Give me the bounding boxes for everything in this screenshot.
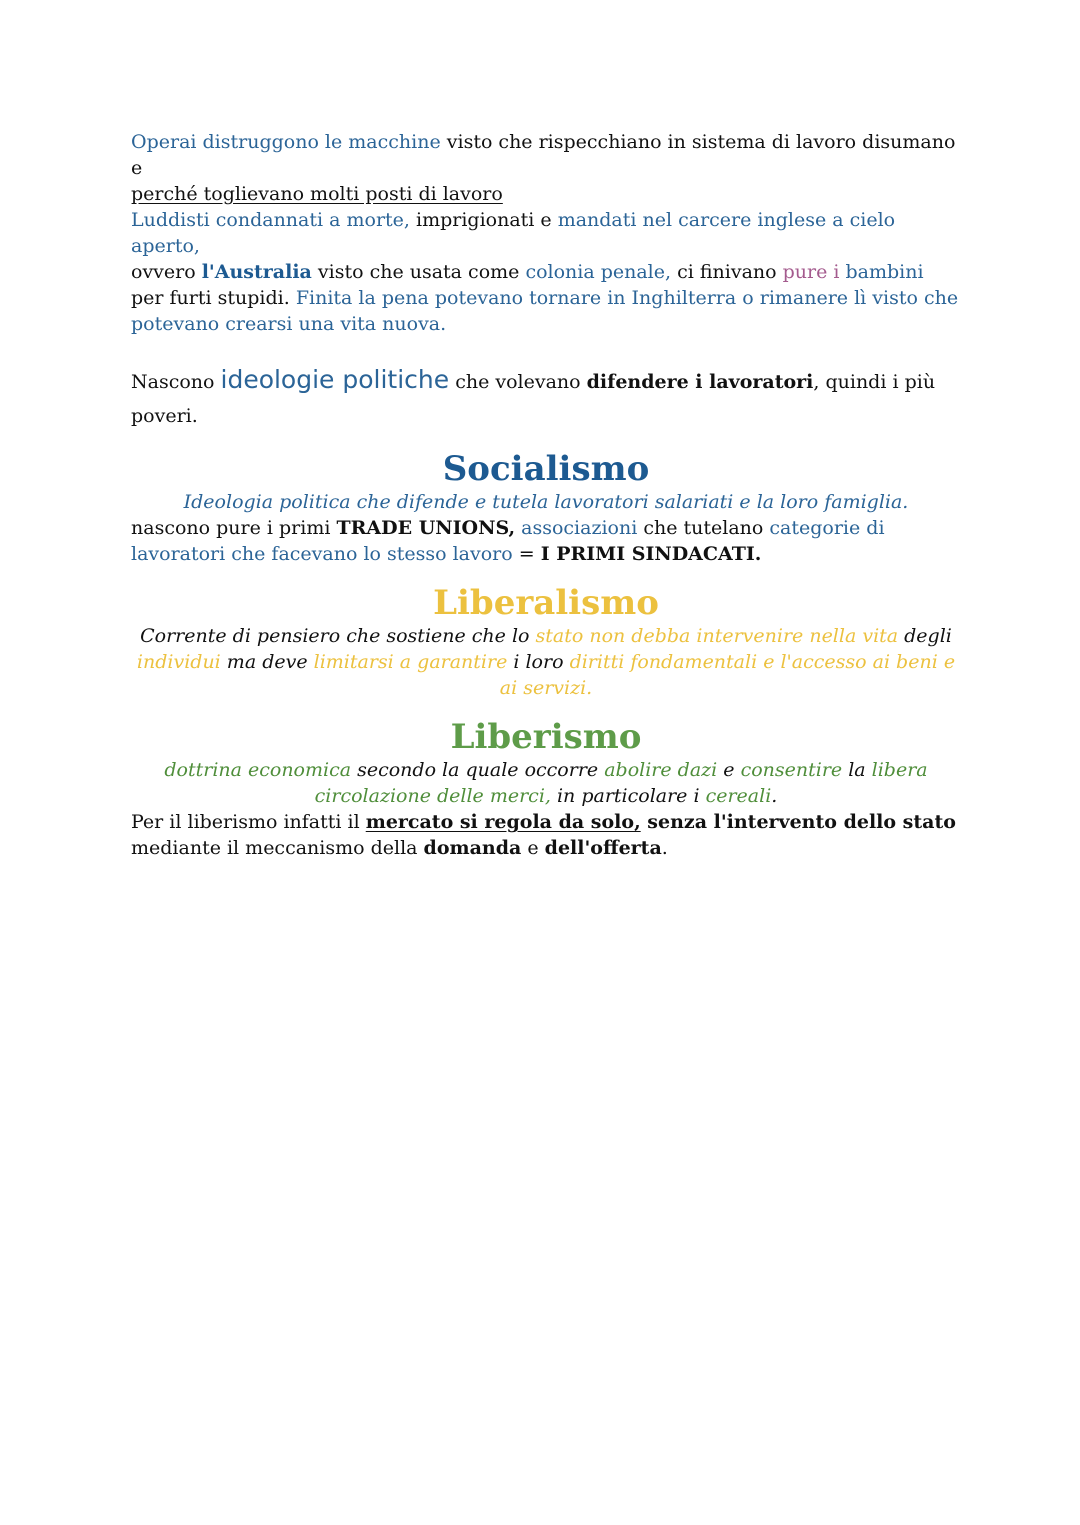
text-pink: pure i [782, 261, 840, 283]
text-bold-blue: l'Australia [201, 261, 312, 283]
text: secondo la quale occorre [351, 759, 605, 781]
text-bold: TRADE UNIONS, [336, 517, 516, 539]
text-bold: dell'offerta [544, 837, 662, 859]
text: che volevano [449, 371, 587, 393]
text-blue: Operai distruggono le macchine [131, 131, 441, 153]
text-yellow: limitarsi a garantire [313, 651, 508, 673]
paragraph-operai [131, 129, 961, 207]
text-bold: I PRIMI SINDACATI. [540, 543, 762, 565]
paragraph-luddisti [131, 207, 961, 337]
text-green: dottrina economica [164, 759, 352, 781]
text: visto che rispecchiano in sistema di lavoro disumano e [131, 131, 956, 179]
text: i loro [507, 651, 570, 673]
text: la [842, 759, 872, 781]
text-blue: associazioni [515, 517, 638, 539]
spacer [131, 337, 961, 363]
text-yellow: stato non debba intervenire nella vita [535, 625, 899, 647]
text-blue: colonia penale, [525, 261, 672, 283]
text-green: libera circolazione delle merci, [314, 759, 928, 807]
text-green: consentire [740, 759, 843, 781]
text: mediante il meccanismo della [131, 837, 424, 859]
text: = [512, 543, 541, 565]
text: degli [898, 625, 952, 647]
text: ovvero [131, 261, 202, 283]
text: . [661, 837, 668, 859]
text: visto che usata come [311, 261, 526, 283]
text-yellow: individui [136, 651, 221, 673]
text: in particolare i [550, 785, 706, 807]
heading-liberalismo: Liberalismo [433, 583, 659, 623]
paragraph-mercato [131, 809, 961, 861]
text-underlined: perché toglievano molti posti di lavoro [131, 183, 503, 205]
text-bold-underlined: mercato si regola da solo, [365, 811, 641, 833]
text: e [521, 837, 545, 859]
text: nascono pure i primi [131, 517, 337, 539]
text-bold: domanda [423, 837, 522, 859]
text-bold: senza l'intervento dello stato [640, 811, 956, 833]
document-page [131, 129, 961, 861]
text-blue: bambini [839, 261, 924, 283]
text: per furti stupidi. [131, 287, 290, 309]
text-bold: difendere i lavoratori [586, 371, 814, 393]
text: , quindi i più poveri. [131, 371, 936, 427]
text: ma deve [220, 651, 314, 673]
text: imprigionati e [409, 209, 558, 231]
text-yellow: diritti fondamentali e l'accesso ai beni e ai servizi. [499, 651, 956, 699]
text-blue: categorie di lavoratori che facevano lo stesso lavoro [131, 517, 885, 565]
text-blue-large: ideologie politiche [220, 365, 450, 394]
text: Per il liberismo infatti il [131, 811, 366, 833]
text-blue: Finita la pena potevano tornare in Inghilterra o rimanere lì visto che potevano crearsi una vita nuova. [131, 287, 959, 335]
text: Corrente di pensiero che sostiene che lo [140, 625, 536, 647]
heading-liberismo: Liberismo [450, 717, 642, 757]
definition-liberismo [131, 757, 961, 809]
text: e [717, 759, 741, 781]
definition-liberalismo [131, 623, 961, 701]
heading-socialismo: Socialismo [442, 449, 650, 489]
text: che tutelano [637, 517, 770, 539]
text: Nascono [131, 371, 221, 393]
text-blue: mandati nel carcere inglese a cielo aperto, [131, 209, 896, 257]
text-blue: Luddisti condannati a morte, [131, 209, 410, 231]
paragraph-trade-unions [131, 515, 961, 567]
paragraph-ideologie [131, 363, 961, 433]
text: ci finivano [671, 261, 783, 283]
text-green: abolire dazi [604, 759, 718, 781]
definition-socialismo: Ideologia politica che difende e tutela lavoratori salariati e la loro famiglia. [183, 491, 909, 513]
text: . [771, 785, 778, 807]
text-green: cereali [705, 785, 772, 807]
